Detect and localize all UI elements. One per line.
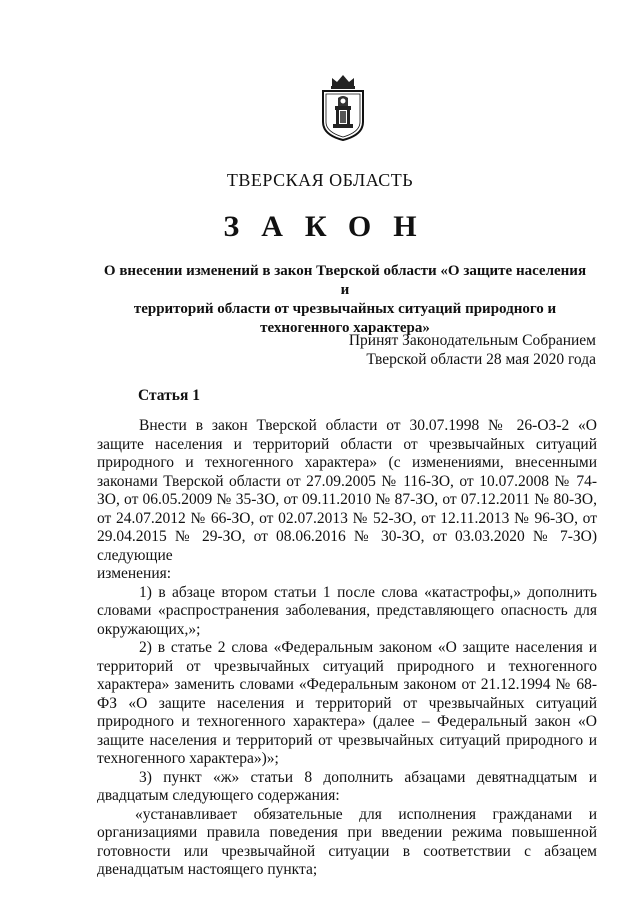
article-intro: Внести в закон Тверской области от 30.07.1998 № 26-ОЗ-2 «О защите населения и территорий области от чрезвычайных ситуаций природного и техногенного характера» (с изменениями, внесенными законами Тверской области от 27.09.2005 № 116-ЗО, от 10.07.2008 № 74-ЗО, от 06.05.2009 № 35-ЗО, от 09.11.2010 № 87-ЗО, от 07.12.2011 № 80-ЗО, от 24.07.2012 № 66-ЗО, от 02.07.2013 № 52-ЗО, от 12.11.2013 № 96-ЗО, от 29.04.2015 № 29-ЗО, от 08.06.2016 № 30-ЗО, от 03.03.2020 № 7-ЗО) следующие <box>97 417 597 564</box>
law-title-line: техногенного характера» <box>260 320 430 336</box>
article-body <box>97 417 597 880</box>
article-intro-end: изменения: <box>97 565 172 582</box>
quoted-paragraph: «устанавливает обязательные для исполнения гражданами и организациями правила поведения при введении режима повышенной готовности или чрезвычайной ситуации в соответствии с абзацем двенадцатым настоящего пункта; <box>97 805 597 878</box>
law-title-line: территорий области от чрезвычайных ситуаций природного и <box>133 301 557 317</box>
document-type: ЗАКОН <box>223 210 439 243</box>
article-heading: Статья 1 <box>138 387 200 404</box>
law-title-line: О внесении изменений в закон Тверской области «О защите населения и <box>103 263 587 298</box>
adoption-line: Тверской области 28 мая 2020 года <box>366 351 596 368</box>
adoption-line: Принят Законодательным Собранием <box>348 332 596 349</box>
amendment-item-2: 2) в статье 2 слова «Федеральным законом «О защите населения и территорий от чрезвычайных ситуаций природного и техногенного характера» заменить словами «Федеральным законом от 21.12.1994 № 68-ФЗ «О защите населения и территорий от чрезвычайных ситуаций природного и техногенного характера» (далее – Федеральный закон «О защите населения и территорий от чрезвычайных ситуаций природного и техногенного характера»)»; <box>97 639 597 767</box>
adoption-note <box>349 331 596 369</box>
tver-coat-of-arms-icon <box>318 72 368 142</box>
amendment-item-3: 3) пункт «ж» статьи 8 дополнить абзацами девятнадцатым и двадцатым следующего содержания: <box>97 768 597 804</box>
region-name: ТВЕРСКАЯ ОБЛАСТЬ <box>226 170 414 190</box>
law-title <box>98 262 592 338</box>
amendment-item-1: 1) в абзаце втором статьи 1 после слова «катастрофы,» дополнить словами «распространения заболевания, представляющего опасность для окружающих,»; <box>97 583 597 638</box>
